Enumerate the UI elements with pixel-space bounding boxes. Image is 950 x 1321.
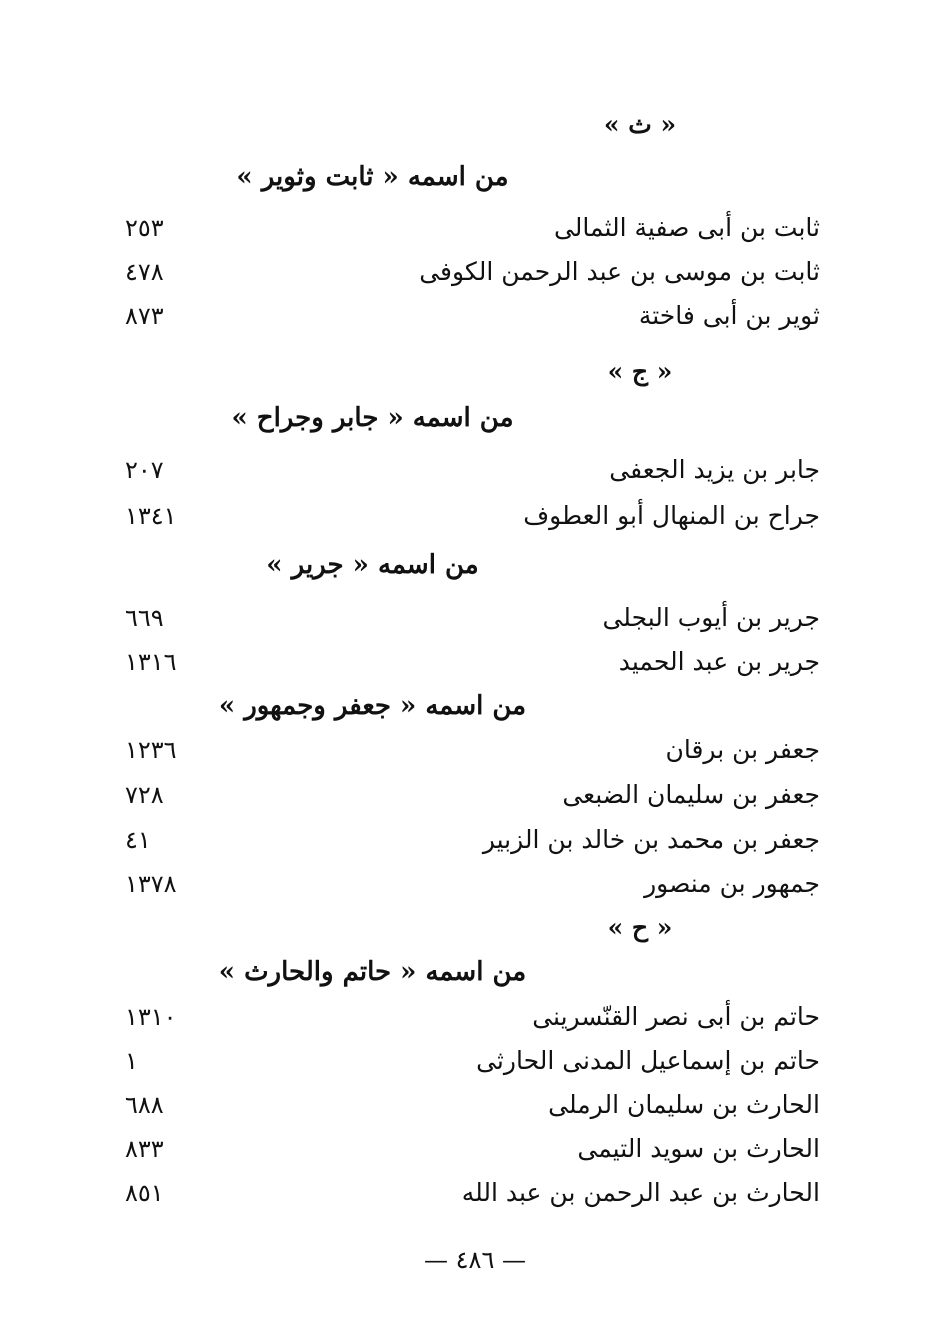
section-letter: « ج » xyxy=(607,357,673,386)
entry-number: ٢٠٧ xyxy=(125,456,164,484)
section-letter: « ح » xyxy=(607,913,673,942)
narrator-name: حاتم بن إسماعيل المدنى الحارثى xyxy=(476,1046,820,1075)
name-group-heading xyxy=(0,543,950,587)
group-title: من اسمه « ثابت وثوير » xyxy=(236,162,509,192)
entry-number: ٢٥٣ xyxy=(125,214,164,242)
index-entry xyxy=(0,773,950,817)
index-entry xyxy=(0,448,950,492)
narrator-name: جمهور بن منصور xyxy=(644,869,820,898)
page-number: — ٤٨٦ — xyxy=(424,1246,526,1274)
entry-number: ٨٥١ xyxy=(125,1179,164,1207)
narrator-name: جرير بن عبد الحميد xyxy=(618,647,820,676)
narrator-name: ثوير بن أبى فاختة xyxy=(638,301,820,330)
index-entry xyxy=(0,995,950,1039)
entry-number: ١٣١٦ xyxy=(125,648,177,676)
index-entry xyxy=(0,862,950,906)
entry-number: ١٣١٠ xyxy=(125,1003,177,1031)
index-entry xyxy=(0,1083,950,1127)
narrator-name: الحارث بن عبد الرحمن بن عبد الله xyxy=(461,1178,820,1207)
entry-number: ١٣٤١ xyxy=(125,502,177,530)
narrator-name: الحارث بن سويد التيمى xyxy=(577,1134,820,1163)
entry-number: ٨٧٣ xyxy=(125,302,164,330)
index-entry xyxy=(0,596,950,640)
index-entry xyxy=(0,494,950,538)
narrator-name: جعفر بن سليمان الضبعى xyxy=(562,780,820,809)
entry-number: ٧٢٨ xyxy=(125,781,164,809)
group-title: من اسمه « جعفر وجمهور » xyxy=(218,691,527,721)
name-group-heading xyxy=(0,155,950,199)
index-entry xyxy=(0,1171,950,1215)
narrator-name: ثابت بن أبى صفية الثمالى xyxy=(553,213,820,242)
letter-heading xyxy=(0,103,950,147)
entry-number: ٦٨٨ xyxy=(125,1091,164,1119)
narrator-name: جعفر بن برقان xyxy=(665,735,820,764)
narrator-name: جراح بن المنهال أبو العطوف xyxy=(523,501,820,530)
index-entry xyxy=(0,1039,950,1083)
narrator-name: جابر بن يزيد الجعفى xyxy=(609,455,820,484)
narrator-name: حاتم بن أبى نصر القنّسرينى xyxy=(532,1002,820,1031)
group-title: من اسمه « جابر وجراح » xyxy=(231,403,514,433)
entry-number: ١ xyxy=(125,1047,138,1075)
index-entry xyxy=(0,728,950,772)
index-entry xyxy=(0,640,950,684)
narrator-name: جعفر بن محمد بن خالد بن الزبير xyxy=(482,825,820,854)
name-group-heading xyxy=(0,950,950,994)
group-title: من اسمه « حاتم والحارث » xyxy=(218,957,527,987)
index-entry xyxy=(0,1127,950,1171)
index-entry xyxy=(0,818,950,862)
entry-number: ٤١ xyxy=(125,826,151,854)
name-group-heading xyxy=(0,684,950,728)
entry-number: ٦٦٩ xyxy=(125,604,164,632)
name-group-heading xyxy=(0,396,950,440)
group-title: من اسمه « جرير » xyxy=(266,550,479,580)
entry-number: ١٢٣٦ xyxy=(125,736,177,764)
narrator-name: الحارث بن سليمان الرملى xyxy=(548,1090,820,1119)
index-entry xyxy=(0,294,950,338)
entry-number: ٨٣٣ xyxy=(125,1135,164,1163)
letter-heading xyxy=(0,350,950,394)
section-letter: « ث » xyxy=(603,110,677,139)
entry-number: ١٣٧٨ xyxy=(125,870,177,898)
narrator-name: ثابت بن موسى بن عبد الرحمن الكوفى xyxy=(419,257,820,286)
index-entry xyxy=(0,250,950,294)
letter-heading xyxy=(0,906,950,950)
index-entry xyxy=(0,206,950,250)
narrator-name: جرير بن أيوب البجلى xyxy=(602,603,820,632)
entry-number: ٤٧٨ xyxy=(125,258,164,286)
